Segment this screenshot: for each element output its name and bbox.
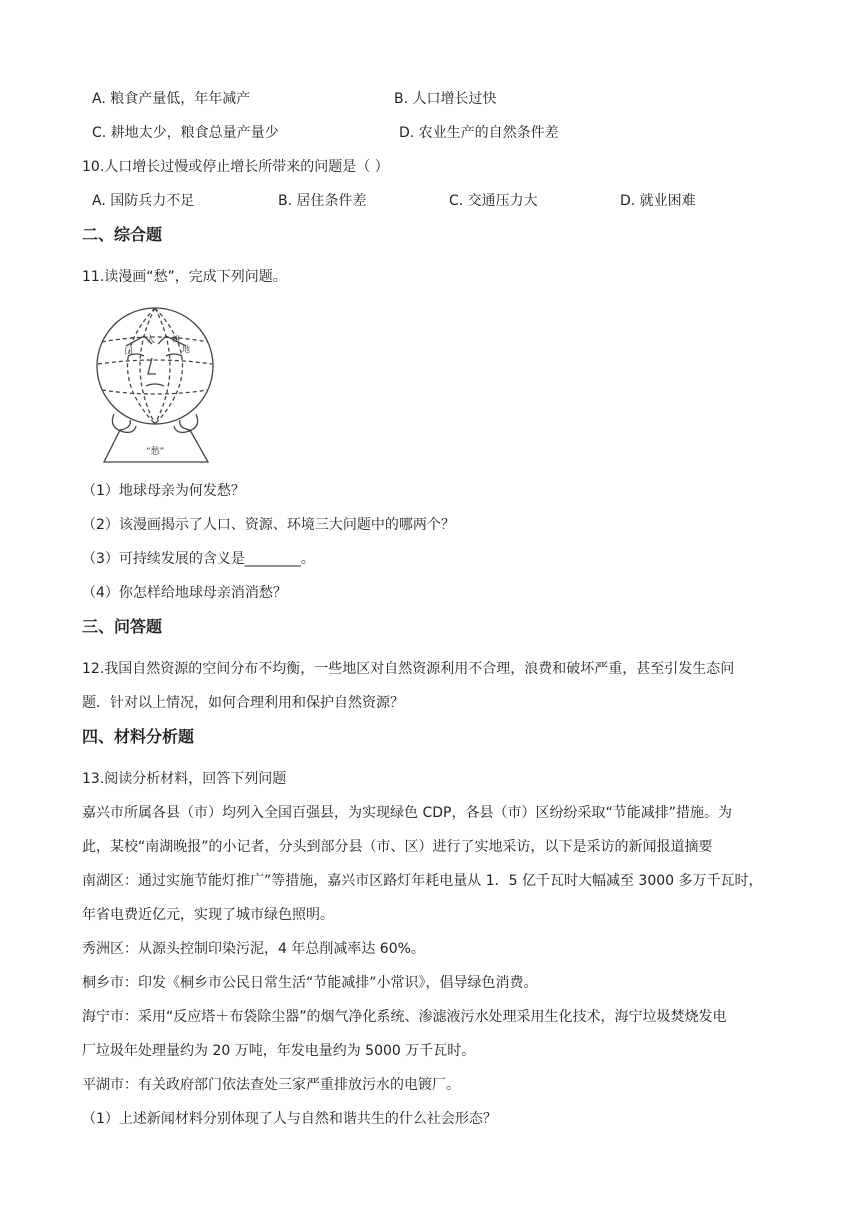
q11-stem: 11.读漫画“愁”，完成下列问题。: [82, 269, 287, 285]
material-p1-line1: 嘉兴市所属各县（市）均列入全国百强县，为实现绿色 CDP，各县（市）区纷纷采取“节能减排”措施。为: [82, 805, 732, 821]
longitude-line: [155, 308, 183, 424]
q10-option-c: C. 交通压力大: [449, 193, 538, 209]
right-eye: [166, 354, 182, 356]
worried-earth-cartoon: [90, 302, 220, 468]
longitude-line: [128, 308, 156, 424]
mouth: [146, 384, 164, 386]
material-p6: 平湖市：有关政府部门依法查处三家严重排放污水的电镀厂。: [82, 1077, 460, 1093]
material-p4: 桐乡市：印发《桐乡市公民日常生活“节能减排”小常识》，倡导绿色消费。: [82, 975, 538, 991]
section-heading-comprehensive: 二、综合题: [82, 225, 163, 244]
q11-sub4: （4）你怎样给地球母亲消消愁？: [82, 585, 287, 601]
q12-line1: 12.我国自然资源的空间分布不均衡，一些地区对自然资源利用不合理，浪费和破坏严重，甚至引发生态问: [82, 661, 735, 677]
material-p1-line2: 此，某校“南湖晚报”的小记者，分头到部分县（市、区）进行了实地采访，以下是采访的新闻报道摘要: [82, 839, 713, 855]
cartoon-label-land: 地: [182, 345, 190, 354]
q11-sub3: （3）可持续发展的含义是________。: [82, 551, 315, 567]
q13-sub1: （1）上述新闻材料分别体现了人与自然和谐共生的什么社会形态？: [82, 1111, 497, 1127]
q13-stem: 13.阅读分析材料，回答下列问题: [82, 771, 287, 787]
q9-option-d: D. 农业生产的自然条件差: [399, 125, 559, 141]
cartoon-caption: “愁”: [146, 447, 165, 457]
q12-line2: 题．针对以上情况，如何合理利用和保护自然资源？: [82, 695, 404, 711]
q9-option-b: B. 人口增长过快: [394, 91, 497, 107]
material-p5-line2: 厂垃圾年处理量约为 20 万吨，年发电量约为 5000 万千瓦时。: [82, 1043, 476, 1059]
cartoon-label-plough: 耕: [172, 335, 180, 344]
q10-stem: 10.人口增长过慢或停止增长所带来的问题是（ ）: [82, 159, 389, 175]
q9-option-a: A. 粮食产量低，年年减产: [92, 91, 251, 107]
q10-option-d: D. 就业困难: [620, 193, 696, 209]
q10-option-a: A. 国防兵力不足: [92, 193, 195, 209]
material-p5-line1: 海宁市：采用“反应塔＋布袋除尘器”的烟气净化系统、渗滤液污水处理采用生化技术，海宁垃圾焚烧发电: [82, 1009, 727, 1025]
globe-outline: [97, 308, 213, 424]
longitude-line: [155, 308, 170, 424]
material-p3: 秀洲区：从源头控制印染污泥，4 年总削减率达 60%。: [82, 941, 425, 957]
cartoon-label-mouth: 口: [124, 347, 134, 357]
material-p2-line1: 南湖区：通过实施节能灯推广”等措施，嘉兴市区路灯年耗电量从 1．5 亿千瓦时大幅减至 3000 多万千瓦时，: [82, 873, 763, 889]
q11-sub2: （2）该漫画揭示了人口、资源、环境三大问题中的哪两个？: [82, 517, 455, 533]
material-p2-line2: 年省电费近亿元，实现了城市绿色照明。: [82, 907, 334, 923]
section-heading-material: 四、材料分析题: [82, 727, 195, 746]
section-heading-qa: 三、问答题: [82, 617, 163, 636]
latitude-line: [98, 360, 212, 364]
longitude-line: [140, 308, 155, 424]
latitude-line: [102, 390, 208, 394]
cartoon-label-person: 人: [146, 335, 156, 345]
q11-sub1: （1）地球母亲为何发愁？: [82, 483, 245, 499]
q9-option-c: C. 耕地太少，粮食总量产量少: [92, 125, 279, 141]
q10-option-b: B. 居住条件差: [278, 193, 367, 209]
